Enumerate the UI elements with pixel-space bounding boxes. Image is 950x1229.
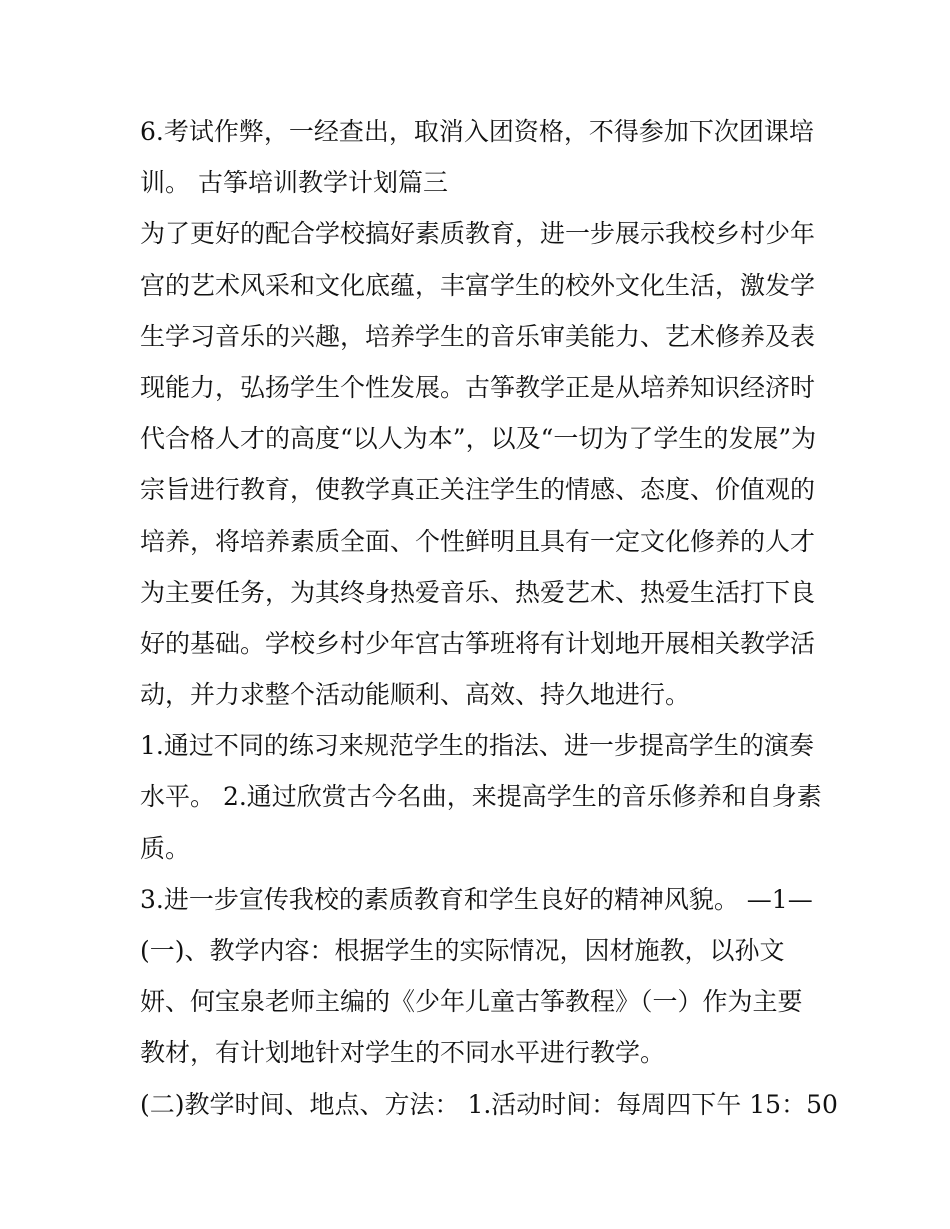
text-line: 质。 xyxy=(140,833,191,863)
text-line: 3.进一步宣传我校的素质教育和学生良好的精神风貌。 —1— xyxy=(140,884,813,914)
text-line: 生学习音乐的兴趣，培养学生的音乐审美能力、艺术修养及表 xyxy=(140,321,816,351)
text-line: 动，并力求整个活动能顺利、高效、持久地进行。 xyxy=(140,680,691,710)
text-line: 好的基础。学校乡村少年宫古筝班将有计划地开展相关教学活 xyxy=(140,628,816,658)
text-line: 1.通过不同的练习来规范学生的指法、进一步提高学生的演奏 xyxy=(140,731,814,761)
text-line: 宗旨进行教育，使教学真正关注学生的情感、态度、价值观的 xyxy=(140,475,816,505)
text-line: 教材，有计划地针对学生的不同水平进行教学。 xyxy=(140,1038,666,1068)
document-body xyxy=(140,106,838,1130)
text-line: 水平。 2.通过欣赏古今名曲，来提高学生的音乐修养和自身素 xyxy=(140,782,822,812)
text-line: 培养，将培养素质全面、个性鲜明且具有一定文化修养的人才 xyxy=(140,526,816,556)
text-line: 为主要任务，为其终身热爱音乐、热爱艺术、热爱生活打下良 xyxy=(140,577,816,607)
text-line: 训。 古筝培训教学计划篇三 xyxy=(140,168,448,198)
text-line: (一)、教学内容：根据学生的实际情况，因材施教，以孙文 xyxy=(140,936,785,965)
text-line: 6.考试作弊，一经查出，取消入团资格，不得参加下次团课培 xyxy=(140,117,814,146)
text-line: 宫的艺术风采和文化底蕴，丰富学生的校外文化生活，激发学 xyxy=(140,270,816,300)
text-line: 代合格人才的高度“以人为本”，以及“一切为了学生的发展”为 xyxy=(140,424,817,454)
text-line: 为了更好的配合学校搞好素质教育，进一步展示我校乡村少年 xyxy=(140,219,816,249)
text-line: 妍、何宝泉老师主编的《少年儿童古筝教程》（一）作为主要 xyxy=(140,987,803,1017)
text-line: 现能力，弘扬学生个性发展。古筝教学正是从培养知识经济时 xyxy=(140,372,816,402)
text-line: (二)教学时间、地点、方法： 1.活动时间：每周四下午 15：50 xyxy=(140,1089,838,1119)
